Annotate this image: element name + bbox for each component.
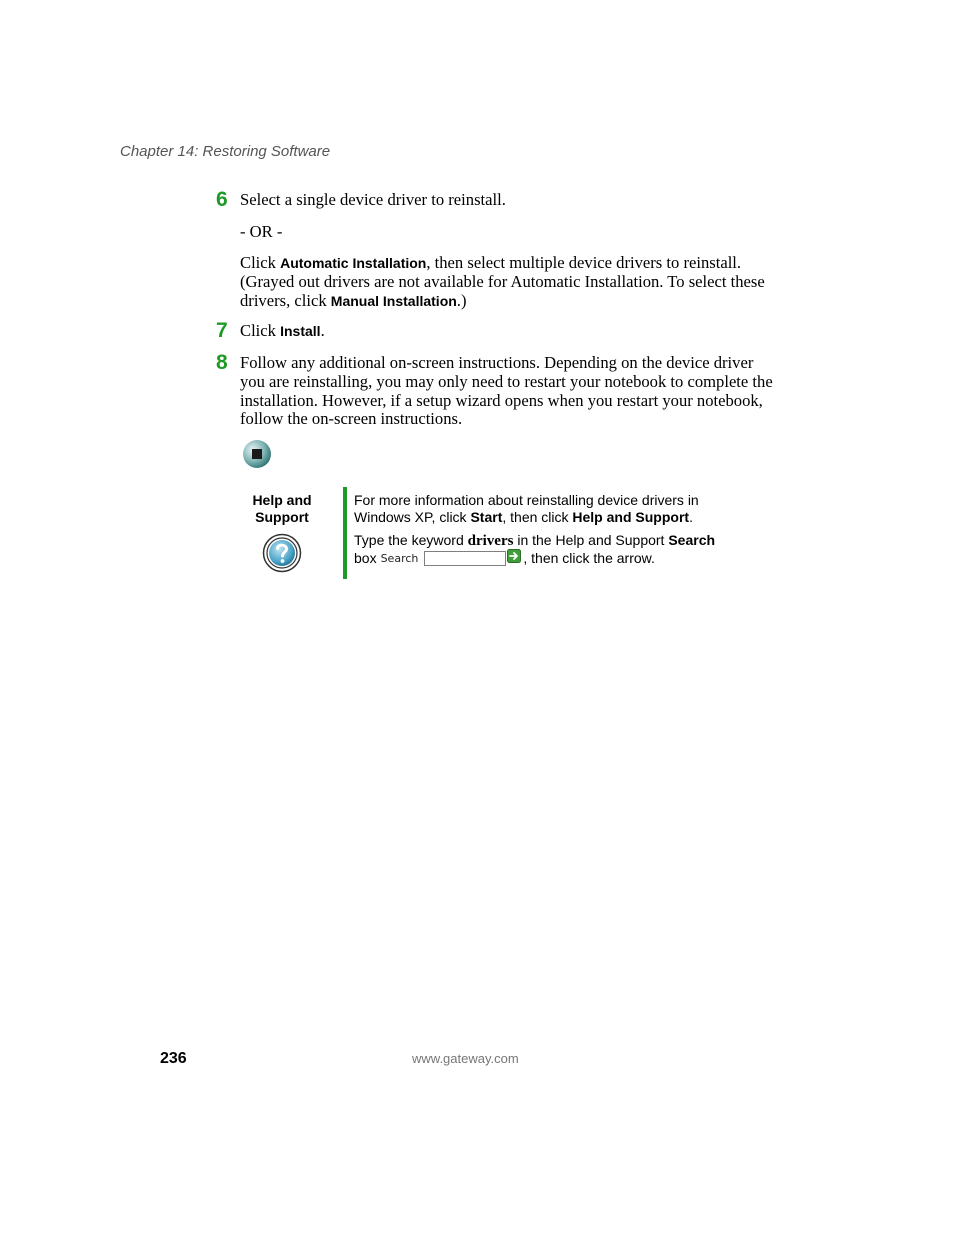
text-span: box: [354, 550, 377, 566]
sidebar-divider: [343, 487, 347, 579]
step-6-alternative: [240, 254, 780, 310]
footer-url: www.gateway.com: [412, 1051, 519, 1066]
step-6-or: - OR -: [240, 222, 283, 241]
manual-installation-ref: Manual Installation: [330, 292, 457, 309]
step-number-8: 8: [216, 351, 228, 374]
text-span: For more information about reinstalling device drivers in Windows XP, click: [354, 492, 699, 525]
page-number: 236: [160, 1050, 187, 1067]
text-span: .: [320, 321, 325, 340]
automatic-installation-ref: Automatic Installation: [280, 255, 427, 271]
help-paragraph-2: [354, 532, 734, 568]
text-span: , then select multiple device drivers to reinstall. (Grayed out drivers are not available for Automatic Installation. To select these drivers, click: [240, 253, 765, 310]
start-ref: Start: [470, 509, 503, 525]
text-span: , then click: [502, 509, 573, 525]
search-widget-illustration: [381, 549, 522, 567]
text-span: Type the keyword: [354, 532, 468, 548]
step-7-text: [240, 322, 780, 341]
help-and-support-label: [240, 492, 324, 526]
chapter-header: Chapter 14: Restoring Software: [120, 143, 331, 160]
text-span: , then click the arrow.: [523, 550, 655, 566]
search-ref: Search: [668, 532, 716, 548]
help-label-line2: Support: [255, 509, 309, 525]
help-paragraph-1: [354, 492, 734, 526]
drivers-keyword: drivers: [467, 533, 514, 549]
step-number-6: 6: [216, 188, 228, 211]
search-box-illustration: [424, 551, 506, 566]
search-widget-label: Search: [380, 551, 419, 565]
text-span: Click: [240, 253, 281, 272]
step-6-text: Select a single device driver to reinstall.: [240, 190, 506, 209]
text-span: in the Help and Support: [513, 532, 669, 548]
step-number-7: 7: [216, 319, 228, 342]
text-span: .: [689, 509, 693, 525]
install-ref: Install: [280, 323, 321, 339]
go-arrow-icon: [507, 549, 521, 567]
help-question-icon: [262, 533, 302, 573]
step-8-text: Follow any additional on-screen instructions. Depending on the device driver you are reinstalling, you may only need to restart your notebook to complete the installation. However, if a setup wizard opens when you restart your notebook, follow the on-screen instructions.: [240, 353, 773, 429]
help-label-line1: Help and: [252, 492, 312, 508]
stop-icon: [242, 439, 272, 469]
text-span: .): [456, 290, 467, 310]
text-span: Click: [240, 321, 281, 340]
help-and-support-ref: Help and Support: [572, 509, 690, 525]
